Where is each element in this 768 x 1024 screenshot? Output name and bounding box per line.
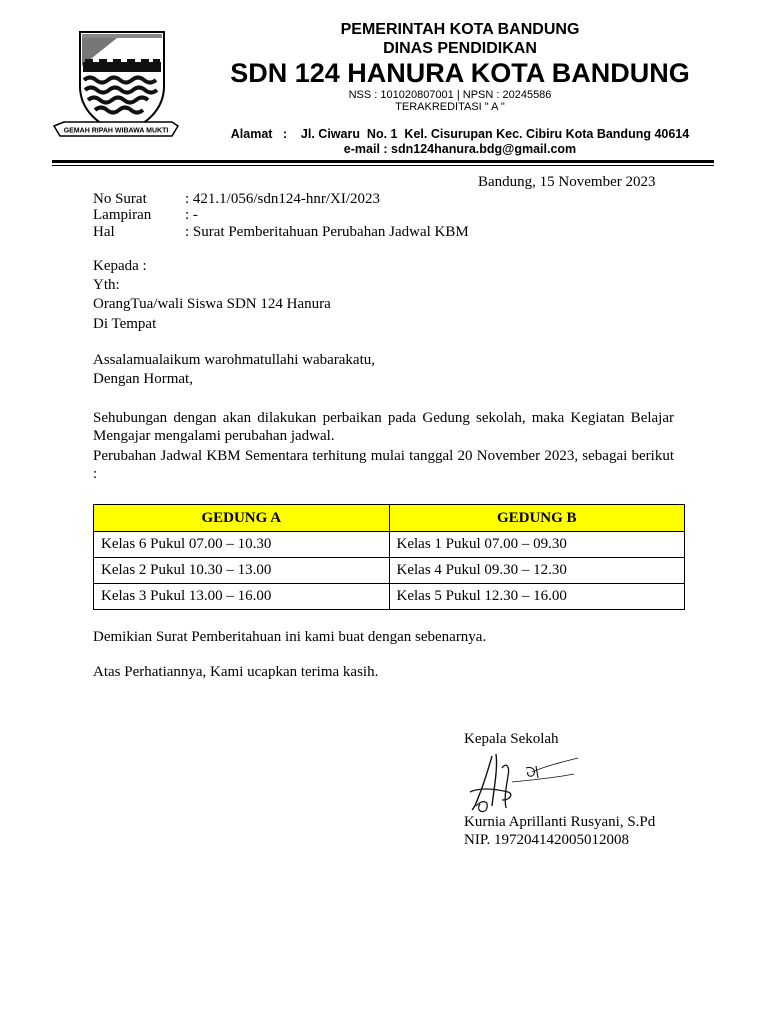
table-row bbox=[94, 584, 685, 610]
header-gedung-b: GEDUNG B bbox=[389, 505, 685, 532]
table-cell: Kelas 2 Pukul 10.30 – 13.00 bbox=[94, 558, 390, 584]
meta-value-subject: : Surat Pemberitahuan Perubahan Jadwal KBM bbox=[185, 224, 469, 240]
meta-label-attachment: Lampiran bbox=[93, 207, 152, 223]
table-row bbox=[94, 558, 685, 584]
letterhead-email: e-mail : sdn124hanura.bdg@gmail.com bbox=[343, 142, 577, 156]
meta-value-attachment: : - bbox=[185, 207, 198, 223]
salutation: Dengan Hormat, bbox=[93, 371, 193, 387]
table-header-row bbox=[94, 505, 685, 532]
letterhead-address: Alamat : Jl. Ciwaru No. 1 Kel. Cisurupan Kec. Cibiru Kota Bandung 40614 bbox=[230, 127, 690, 141]
place-date: Bandung, 15 November 2023 bbox=[478, 174, 656, 190]
header-gedung-a: GEDUNG A bbox=[94, 505, 390, 532]
recipient-name: OrangTua/wali Siswa SDN 124 Hanura bbox=[93, 296, 331, 312]
letterhead-department: DINAS PENDIDIKAN bbox=[383, 40, 537, 57]
city-emblem-logo bbox=[52, 26, 180, 146]
schedule-table bbox=[93, 504, 685, 610]
signatory-name: Kurnia Aprillanti Rusyani, S.Pd bbox=[464, 814, 656, 830]
body-paragraph-2: Perubahan Jadwal KBM Sementara terhitung mulai tanggal 20 November 2023, sebagai berikut : bbox=[93, 448, 674, 482]
handwritten-signature bbox=[462, 748, 582, 816]
letterhead-rule-thick bbox=[52, 160, 714, 163]
greeting: Assalamualaikum warohmatullahi wabarakatu, bbox=[93, 352, 375, 368]
table-cell: Kelas 1 Pukul 07.00 – 09.30 bbox=[389, 532, 685, 558]
meta-label-subject: Hal bbox=[93, 224, 115, 240]
letterhead-school-name: SDN 124 HANURA KOTA BANDUNG bbox=[230, 58, 690, 88]
table-row bbox=[94, 532, 685, 558]
recipient-kepada: Kepada : bbox=[93, 258, 147, 274]
signatory-title: Kepala Sekolah bbox=[464, 731, 559, 747]
table-cell: Kelas 5 Pukul 12.30 – 16.00 bbox=[389, 584, 685, 610]
recipient-yth: Yth: bbox=[93, 277, 120, 293]
recipient-place: Di Tempat bbox=[93, 316, 157, 332]
table-cell: Kelas 6 Pukul 07.00 – 10.30 bbox=[94, 532, 390, 558]
logo-motto: GEMAH RIPAH WIBAWA MUKTI bbox=[63, 127, 169, 135]
letterhead-accreditation: TERAKREDITASI " A " bbox=[395, 101, 505, 113]
closing-thanks: Atas Perhatiannya, Kami ucapkan terima kasih. bbox=[93, 664, 379, 680]
meta-value-number: : 421.1/056/sdn124-hnr/XI/2023 bbox=[185, 191, 380, 207]
table-cell: Kelas 4 Pukul 09.30 – 12.30 bbox=[389, 558, 685, 584]
meta-label-number: No Surat bbox=[93, 191, 147, 207]
body-paragraph-1: Sehubungan dengan akan dilakukan perbaikan pada Gedung sekolah, maka Kegiatan Belajar Mengajar mengalami perubahan jadwal. bbox=[93, 410, 674, 444]
letterhead-nss-npsn: NSS : 101020807001 | NPSN : 20245586 bbox=[348, 89, 552, 101]
signatory-nip: NIP. 197204142005012008 bbox=[464, 832, 630, 848]
letterhead-government: PEMERINTAH KOTA BANDUNG bbox=[340, 21, 580, 38]
table-cell: Kelas 3 Pukul 13.00 – 16.00 bbox=[94, 584, 390, 610]
closing-statement: Demikian Surat Pemberitahuan ini kami buat dengan sebenarnya. bbox=[93, 629, 487, 645]
letterhead-rule-thin bbox=[52, 165, 714, 166]
